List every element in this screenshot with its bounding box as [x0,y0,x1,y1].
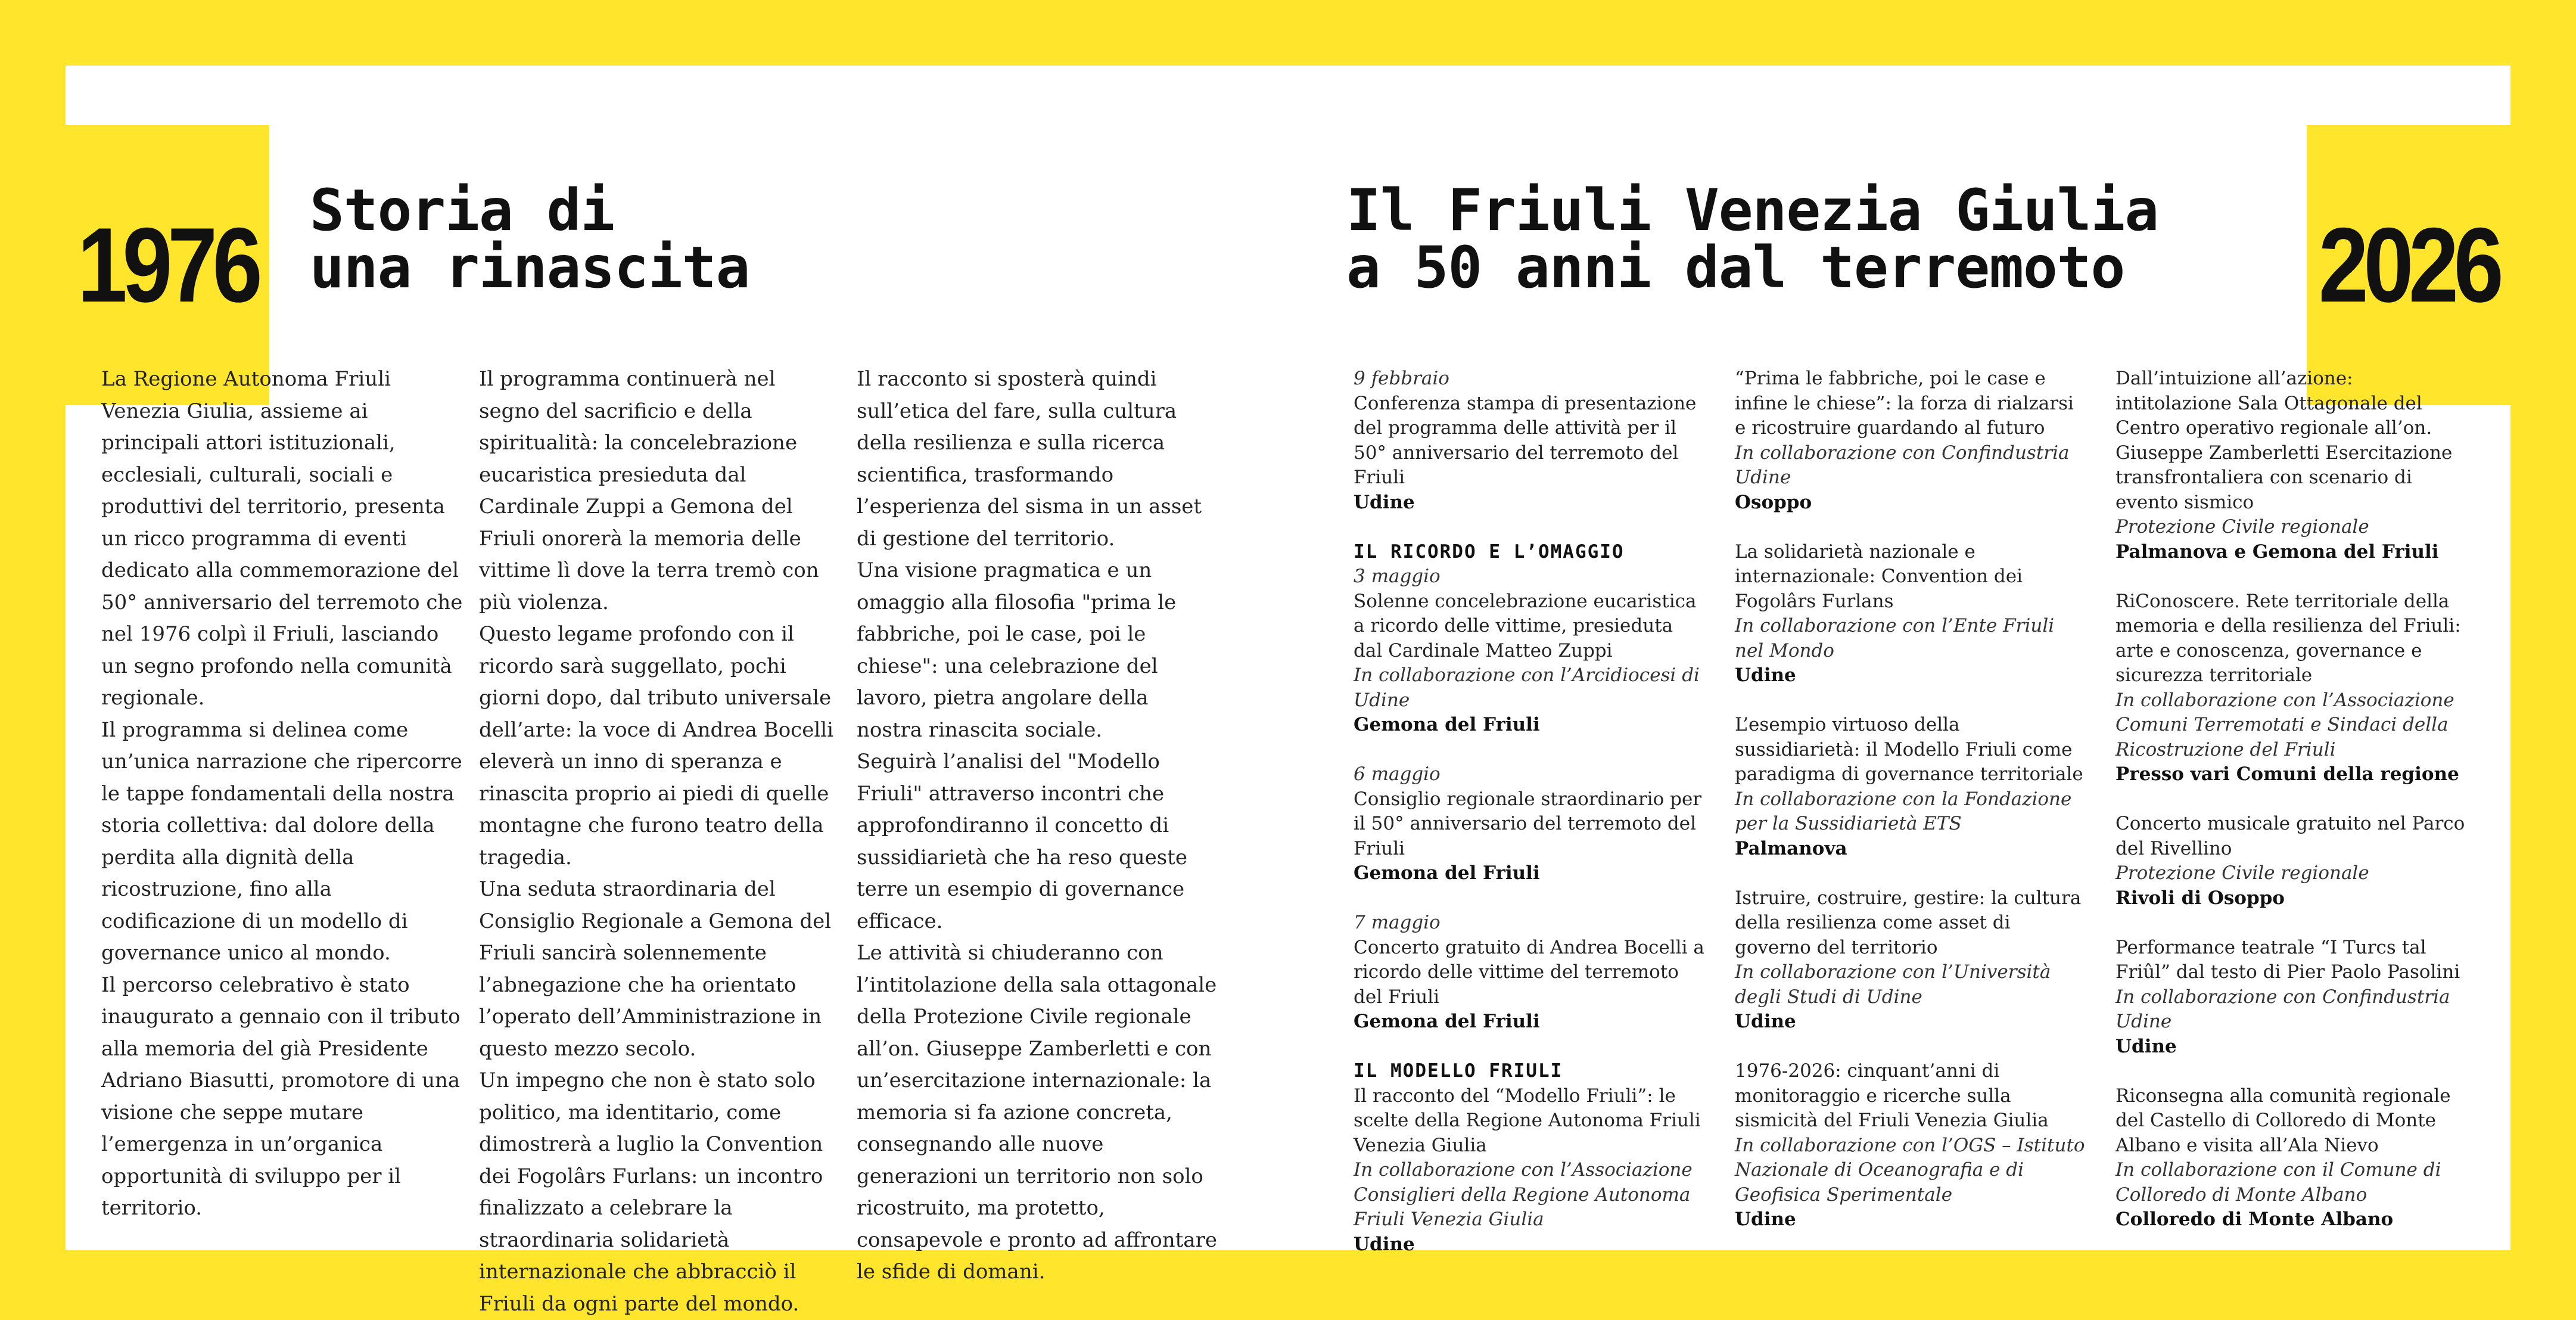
event-place: Palmanova [1735,837,1847,859]
event-place: Udine [1735,1011,1796,1032]
event-date: 3 maggio [1354,566,1441,587]
event-place: Gemona del Friuli [1354,714,1540,735]
section-heading: IL MODELLO FRIULI [1354,1060,1563,1082]
event-item [2115,936,2467,1060]
event-collaboration: In collaborazione con il Comune di Colloredo di Monte Albano [2115,1159,2441,1206]
event-collaboration: In collaborazione con l’Ente Friuli nel Mondo [1735,615,2055,661]
paragraph: Una visione pragmatica e un omaggio alla filosofia "prima le fabbriche, poi le case, poi le chiese": una celebrazione del lavoro, pietra angolare della nostra rinascita sociale. [857,558,1177,742]
event-collaboration: In collaborazione con Confindustria Udine [2115,986,2450,1032]
section-heading: IL RICORDO E L’OMAGGIO [1354,541,1625,563]
event-place: Udine [1735,664,1796,686]
body-column-2 [479,364,842,1320]
event-place: Rivoli di Osoppo [2115,887,2285,909]
event-description: Conferenza stampa di presentazione del programma delle attività per il 50° anniversario del terremoto del Friuli [1354,392,1697,488]
event-item [1735,540,2086,688]
event-description: Performance teatrale “I Turcs tal Friûl” dal testo di Pier Paolo Pasolini [2115,936,2460,983]
event-item [1735,367,2086,515]
body-column-1 [101,364,465,1225]
event-collaboration: In collaborazione con l’Associazione Comuni Terremotati e Sindaci della Ricostruzione del Friuli [2115,689,2454,760]
paragraph: Una seduta straordinaria del Consiglio Regionale a Gemona del Friuli sancirà solennemente l’abnegazione che ha orientato l’operato dell’Amministrazione in questo mezzo secolo. [479,877,832,1061]
event-place: Gemona del Friuli [1354,1011,1540,1032]
event-item [2115,589,2467,787]
event-item [2115,1084,2467,1232]
event-description: 1976-2026: cinquant’anni di monitoraggio e ricerche sulla sismicità del Friuli Venezia Giulia [1735,1060,2049,1131]
event-item [1354,1084,1705,1257]
title-line: a 50 anni dal terremoto [1346,234,2125,301]
event-description: Dall’intuizione all’azione: intitolazione Sala Ottagonale del Centro operativo regionale all’on. Giuseppe Zamberletti Esercitazione transfrontaliera con scenario di evento sismico [2115,368,2453,513]
event-collaboration: Protezione Civile regionale [2115,516,2369,538]
event-description: Concerto gratuito di Andrea Bocelli a ricordo delle vittime del terremoto del Friuli [1354,936,1704,1008]
paragraph: Le attività si chiuderanno con l’intitolazione della sala ottagonale della Protezione Civile regionale all’on. Giuseppe Zamberletti e con un’esercitazione internazionale: la memoria si fa azione concreta, consegnando alle nuove generazioni un territorio non solo ricostruito, ma protetto, consapevole e pronto ad affrontare le sfide di domani. [857,941,1217,1284]
event-collaboration: In collaborazione con la Fondazione per la Sussidiarietà ETS [1735,788,2072,834]
event-description: Consiglio regionale straordinario per il 50° anniversario del terremoto del Friuli [1354,788,1702,859]
events-column-2 [1735,367,2086,1257]
title-line: una rinascita [310,234,750,301]
year-badge-right [2307,125,2510,405]
paragraph: Il programma continuerà nel segno del sacrificio e della spiritualità: la concelebrazione eucaristica presieduta dal Cardinale Zuppi a Gemona del Friuli onorerà la memoria delle vittime lì dove la terra tremò con più violenza. [479,367,819,614]
event-item [1354,564,1705,738]
event-description: Solenne concelebrazione eucaristica a ricordo delle vittime, presieduta dal Cardinale Matteo Zuppi [1354,590,1697,661]
left-page-title [310,177,750,301]
event-place: Colloredo di Monte Albano [2115,1209,2394,1230]
events-column-3 [2115,367,2467,1257]
event-collaboration: In collaborazione con l’Associazione Consiglieri della Regione Autonoma Friuli Venezia Giulia [1354,1159,1693,1230]
event-place: Udine [1354,491,1415,513]
year-1976: 1976 [77,206,258,324]
event-collaboration: Protezione Civile regionale [2115,862,2369,884]
events-column-1 [1354,367,1705,1282]
title-line: Storia di [310,177,615,244]
event-item [1735,1059,2086,1232]
event-item [1354,367,1705,515]
event-description: Istruire, costruire, gestire: la cultura della resilienza come asset di governo del territorio [1735,887,2082,958]
brochure-sheet [66,66,2510,1316]
paragraph: Il racconto si sposterà quindi sull’etica del fare, sulla cultura della resilienza e sulla ricerca scientifica, trasformando l’esperienza del sisma in un asset di gestione del territorio. [857,367,1202,551]
paragraph: La Regione Autonoma Friuli Venezia Giulia, assieme ai principali attori istituzionali, ecclesiali, culturali, sociali e produttivi del territorio, presenta un ricco programma di eventi dedicato alla commemorazione del 50° anniversario del terremoto che nel 1976 colpì il Friuli, lasciando un segno profondo nella comunità regionale. [101,367,463,710]
event-place: Palmanova e Gemona del Friuli [2115,541,2439,563]
event-date: 9 febbraio [1354,368,1449,389]
event-date: 7 maggio [1354,912,1441,933]
event-place: Gemona del Friuli [1354,862,1540,884]
title-line: Il Friuli Venezia Giulia [1346,177,2159,244]
event-description: Riconsegna alla comunità regionale del Castello di Colloredo di Monte Albano e visita all’Ala Nievo [2115,1085,2451,1156]
event-description: L’esempio virtuoso della sussidiarietà: il Modello Friuli come paradigma di governance territoriale [1735,714,2083,785]
paragraph: Il percorso celebrativo è stato inaugurato a gennaio con il tributo alla memoria del già Presidente Adriano Biasutti, promotore di una visione che seppe mutare l’emergenza in un’organica opportunità di sviluppo per il territorio. [101,973,461,1220]
event-place: Udine [1735,1209,1796,1230]
event-collaboration: In collaborazione con Confindustria Udine [1735,442,2070,488]
event-item [1735,886,2086,1035]
paragraph: Questo legame profondo con il ricordo sarà suggellato, pochi giorni dopo, dal tributo universale dell’arte: la voce di Andrea Bocelli eleverà un inno di speranza e rinascita proprio ai piedi di quelle montagne che furono teatro della tragedia. [479,622,833,869]
event-item [1354,911,1705,1035]
event-place: Udine [1354,1233,1415,1255]
event-item [1735,713,2086,861]
event-place: Udine [2115,1035,2177,1057]
event-place: Presso vari Comuni della regione [2115,763,2459,785]
event-description: RiConoscere. Rete territoriale della memoria e della resilienza del Friuli: arte e conoscenza, governance e sicurezza territoriale [2115,590,2461,686]
event-item [2115,812,2467,911]
event-collaboration: In collaborazione con l’Università degli Studi di Udine [1735,961,2051,1008]
event-date: 6 maggio [1354,763,1441,785]
event-collaboration: In collaborazione con l’OGS – Istituto Nazionale di Oceanografia e di Geofisica Sperimentale [1735,1134,2085,1206]
event-collaboration: In collaborazione con l’Arcidiocesi di Udine [1354,664,1700,711]
event-description: Concerto musicale gratuito nel Parco del Rivellino [2115,813,2465,859]
paragraph: Un impegno che non è stato solo politico, ma identitario, come dimostrerà a luglio la Convention dei Fogolârs Furlans: un incontro finalizzato a celebrare la straordinaria solidarietà internazionale che abbracciò il Friuli da ogni parte del mondo. [479,1069,823,1316]
event-description: La solidarietà nazionale e internazionale: Convention dei Fogolârs Furlans [1735,541,2023,612]
event-place: Osoppo [1735,491,1812,513]
body-column-3 [857,364,1220,1288]
event-description: Il racconto del “Modello Friuli”: le scelte della Regione Autonoma Friuli Venezia Giulia [1354,1085,1701,1156]
event-item [1354,762,1705,886]
event-item [2115,367,2467,564]
event-description: “Prima le fabbriche, poi le case e infine le chiese”: la forza di rialzarsi e ricostruire guardando al futuro [1735,368,2074,439]
year-2026: 2026 [2318,206,2499,324]
paragraph: Seguirà l’analisi del "Modello Friuli" attraverso incontri che approfondiranno il concetto di sussidiarietà che ha reso queste terre un esempio di governance efficace. [857,750,1187,933]
paragraph: Il programma si delinea come un’unica narrazione che ripercorre le tappe fondamentali della nostra storia collettiva: dal dolore della perdita alla dignità della ricostruzione, fino alla codificazione di un modello di governance unico al mondo. [101,718,462,965]
right-page-title [1346,177,2159,301]
